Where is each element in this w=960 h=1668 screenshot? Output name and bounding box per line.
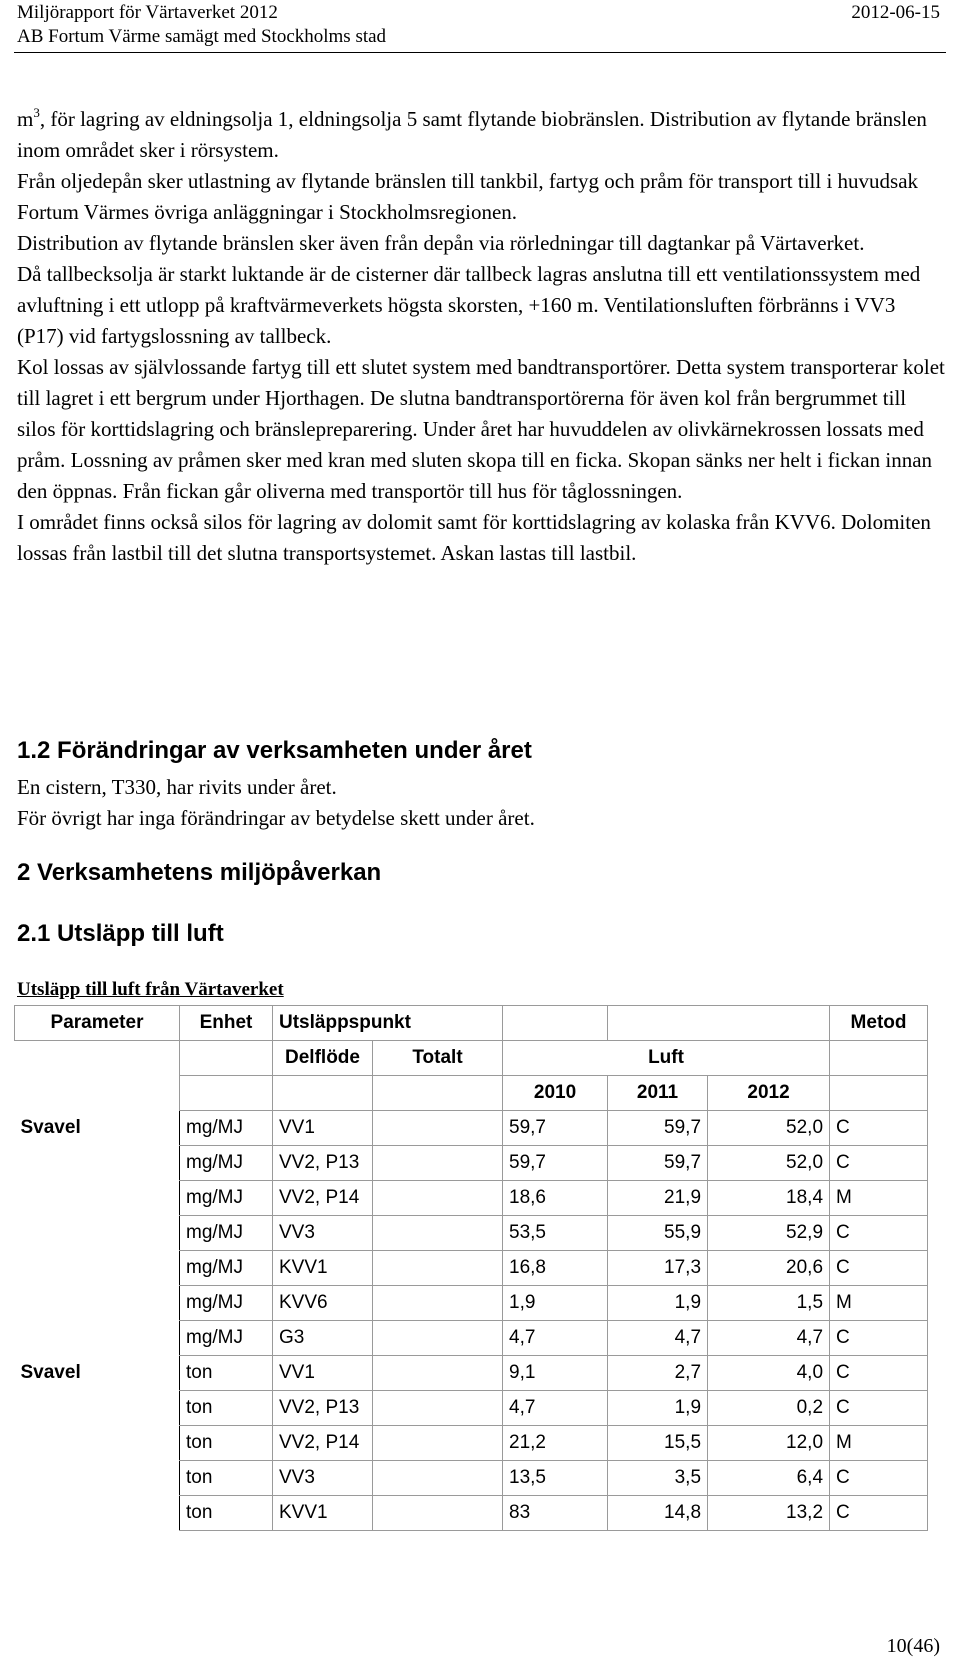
header-subtitle: AB Fortum Värme samägt med Stockholms stad [17,26,387,47]
cell-unit: mg/MJ [180,1181,273,1216]
header-rule [14,52,946,53]
table-row [15,1426,928,1461]
cell-unit: mg/MJ [180,1146,273,1181]
table-row [15,1321,928,1356]
cell-parameter [15,1181,180,1216]
paragraph-1: $m^3$, för lagring av eldningsolja 1, eldningsolja 5 samt flytande biobränslen. Distribution av flytande bränslen inom området sker i rörsystem. [17,105,927,162]
cell-unit: ton [180,1356,273,1391]
cell-method: M [830,1426,928,1461]
cell-emission-point: VV2, P13 [273,1146,373,1181]
table-body [15,1111,928,1531]
cell-parameter [15,1216,180,1251]
cell-value-2010: 18,6 [503,1181,608,1216]
body-text [17,104,947,569]
cell-method: C [830,1461,928,1496]
empty-cell [373,1391,503,1426]
cell-value-2011: 55,9 [608,1216,708,1251]
col-header-luft: Luft [503,1041,830,1076]
cell-value-2010: 4,7 [503,1321,608,1356]
cell-value-2011: 59,7 [608,1146,708,1181]
empty-cell [15,1076,180,1111]
empty-cell [830,1076,928,1111]
cell-unit: mg/MJ [180,1216,273,1251]
cell-unit: mg/MJ [180,1286,273,1321]
emissions-table [14,1005,928,1531]
cell-unit: mg/MJ [180,1251,273,1286]
cell-value-2012: 18,4 [708,1181,830,1216]
cell-method: C [830,1251,928,1286]
cell-method: C [830,1111,928,1146]
paragraph-5: Kol lossas av självlossande fartyg till ett slutet system med bandtransportörer. Detta system transporterar kolet till lagret i ett bergrum under Hjorthagen. De slutna bandtransportörerna för även kol från bergrummet till silos för korttidslagring och bränslepreparering. Under året har huvuddelen av olivkärnekrossen lossats med pråm. Lossning av pråmen sker med kran med sluten skopa till en ficka. Skopan sänks ner helt i fickan innan den öppnas. Från fickan går oliverna med transportör till hus för tåglossningen. [17,355,945,503]
empty-cell [15,1041,180,1076]
header-date: 2012-06-15 [851,2,940,23]
cell-value-2012: 6,4 [708,1461,830,1496]
cell-value-2010: 53,5 [503,1216,608,1251]
cell-parameter: Svavel [20,1362,81,1383]
empty-cell [373,1216,503,1251]
paragraph-4: Då tallbecksolja är starkt luktande är de cisterner där tallbeck lagras anslutna till ett ventilationssystem med avluftning i ett utlopp på kraftvärmeverkets högsta skorsten, +160 m. Ventilationsluften förbränns i VV3 (P17) vid fartygslossning av tallbeck. [17,262,921,348]
empty-cell [373,1111,503,1146]
cell-emission-point: VV3 [273,1461,373,1496]
table-row [15,1286,928,1321]
table-row [15,1251,928,1286]
cell-value-2010: 16,8 [503,1251,608,1286]
empty-cell [373,1076,503,1111]
cell-method: M [830,1181,928,1216]
section-heading-2-1: 2.1 Utsläpp till luft [17,920,224,947]
cell-unit: ton [180,1496,273,1531]
table-row [15,1391,928,1426]
col-header-2010: 2010 [503,1076,608,1111]
cell-parameter [15,1146,180,1181]
cell-value-2012: 52,9 [708,1216,830,1251]
cell-unit: ton [180,1391,273,1426]
cell-value-2011: 14,8 [608,1496,708,1531]
empty-cell [373,1321,503,1356]
cell-parameter [15,1251,180,1286]
cell-value-2011: 2,7 [608,1356,708,1391]
cell-parameter [15,1286,180,1321]
cell-value-2010: 59,7 [503,1111,608,1146]
cell-value-2012: 20,6 [708,1251,830,1286]
cell-value-2010: 21,2 [503,1426,608,1461]
empty-cell [373,1496,503,1531]
empty-cell [373,1426,503,1461]
table-subheader-row [15,1041,928,1076]
col-header-metod: Metod [830,1006,928,1041]
cell-parameter [15,1461,180,1496]
col-header-delflode: Delflöde [273,1041,373,1076]
table-row [15,1496,928,1531]
table-header-row [15,1006,928,1041]
cell-value-2012: 52,0 [708,1146,830,1181]
section-heading-1-2: 1.2 Förändringar av verksamheten under året [17,737,532,764]
empty-cell [503,1006,608,1041]
cell-emission-point: KVV1 [273,1251,373,1286]
cell-value-2011: 21,9 [608,1181,708,1216]
table-row [15,1181,928,1216]
empty-cell [180,1076,273,1111]
section-1-2-line-2: För övrigt har inga förändringar av betydelse skett under året. [17,806,535,830]
table-row [15,1461,928,1496]
empty-cell [180,1041,273,1076]
cell-value-2010: 4,7 [503,1391,608,1426]
cell-emission-point: VV1 [273,1111,373,1146]
empty-cell [373,1181,503,1216]
paragraph-2: Från oljedepån sker utlastning av flytande bränslen till tankbil, fartyg och pråm för transport till i huvudsak Fortum Värmes övriga anläggningar i Stockholmsregionen. [17,169,919,224]
cell-emission-point: VV1 [273,1356,373,1391]
empty-cell [373,1356,503,1391]
cell-value-2010: 13,5 [503,1461,608,1496]
cell-value-2012: 4,0 [708,1356,830,1391]
cell-emission-point: VV2, P14 [273,1181,373,1216]
empty-cell [373,1286,503,1321]
cell-emission-point: VV2, P13 [273,1391,373,1426]
cell-emission-point: G3 [273,1321,373,1356]
cell-value-2011: 4,7 [608,1321,708,1356]
table-row [15,1111,928,1146]
table-year-row [15,1076,928,1111]
cell-method: M [830,1286,928,1321]
cell-method: C [830,1496,928,1531]
header-title: Miljörapport för Värtaverket 2012 [17,2,278,23]
table-row [15,1216,928,1251]
cell-value-2011: 17,3 [608,1251,708,1286]
empty-cell [373,1146,503,1181]
cell-value-2012: 4,7 [708,1321,830,1356]
cell-method: C [830,1391,928,1426]
col-header-2011: 2011 [608,1076,708,1111]
cell-value-2011: 59,7 [608,1111,708,1146]
cell-parameter [15,1426,180,1461]
page-number: 10(46) [886,1635,940,1657]
cell-method: C [830,1216,928,1251]
cell-parameter [15,1496,180,1531]
col-header-2012: 2012 [708,1076,830,1111]
paragraph-3: Distribution av flytande bränslen sker även från depån via rörledningar till dagtankar på Värtaverket. [17,231,865,255]
cell-value-2011: 1,9 [608,1391,708,1426]
cell-value-2012: 1,5 [708,1286,830,1321]
cell-value-2010: 9,1 [503,1356,608,1391]
empty-cell [273,1076,373,1111]
empty-cell [373,1251,503,1286]
cell-emission-point: KVV6 [273,1286,373,1321]
col-header-utslappspunkt: Utsläppspunkt [273,1006,503,1041]
cell-emission-point: VV3 [273,1216,373,1251]
cell-unit: mg/MJ [180,1111,273,1146]
cell-method: C [830,1146,928,1181]
empty-cell [830,1041,928,1076]
section-heading-2: 2 Verksamhetens miljöpåverkan [17,859,382,886]
cell-method: C [830,1321,928,1356]
col-header-parameter: Parameter [15,1006,180,1041]
cell-unit: ton [180,1461,273,1496]
section-1-2-line-1: En cistern, T330, har rivits under året. [17,775,337,799]
cell-value-2011: 3,5 [608,1461,708,1496]
cell-value-2010: 59,7 [503,1146,608,1181]
cell-emission-point: VV2, P14 [273,1426,373,1461]
cell-unit: ton [180,1426,273,1461]
cell-value-2010: 1,9 [503,1286,608,1321]
cell-value-2011: 1,9 [608,1286,708,1321]
paragraph-6: I området finns också silos för lagring av dolomit samt för korttidslagring av kolaska från KVV6. Dolomiten lossas från lastbil till det slutna transportsystemet. Askan lastas till lastbil. [17,510,931,565]
cell-value-2012: 13,2 [708,1496,830,1531]
col-header-totalt: Totalt [373,1041,503,1076]
cell-value-2012: 12,0 [708,1426,830,1461]
cell-value-2012: 52,0 [708,1111,830,1146]
cell-unit: mg/MJ [180,1321,273,1356]
cell-value-2012: 0,2 [708,1391,830,1426]
cell-parameter [15,1391,180,1426]
cell-parameter: Svavel [20,1117,81,1138]
table-row [15,1356,928,1391]
cell-parameter [15,1321,180,1356]
table-caption: Utsläpp till luft från Värtaverket [17,979,284,1000]
cell-value-2010: 83 [503,1496,608,1531]
col-header-enhet: Enhet [180,1006,273,1041]
cell-method: C [830,1356,928,1391]
empty-cell [608,1006,830,1041]
table-row [15,1146,928,1181]
cell-value-2011: 15,5 [608,1426,708,1461]
cell-emission-point: KVV1 [273,1496,373,1531]
empty-cell [373,1461,503,1496]
